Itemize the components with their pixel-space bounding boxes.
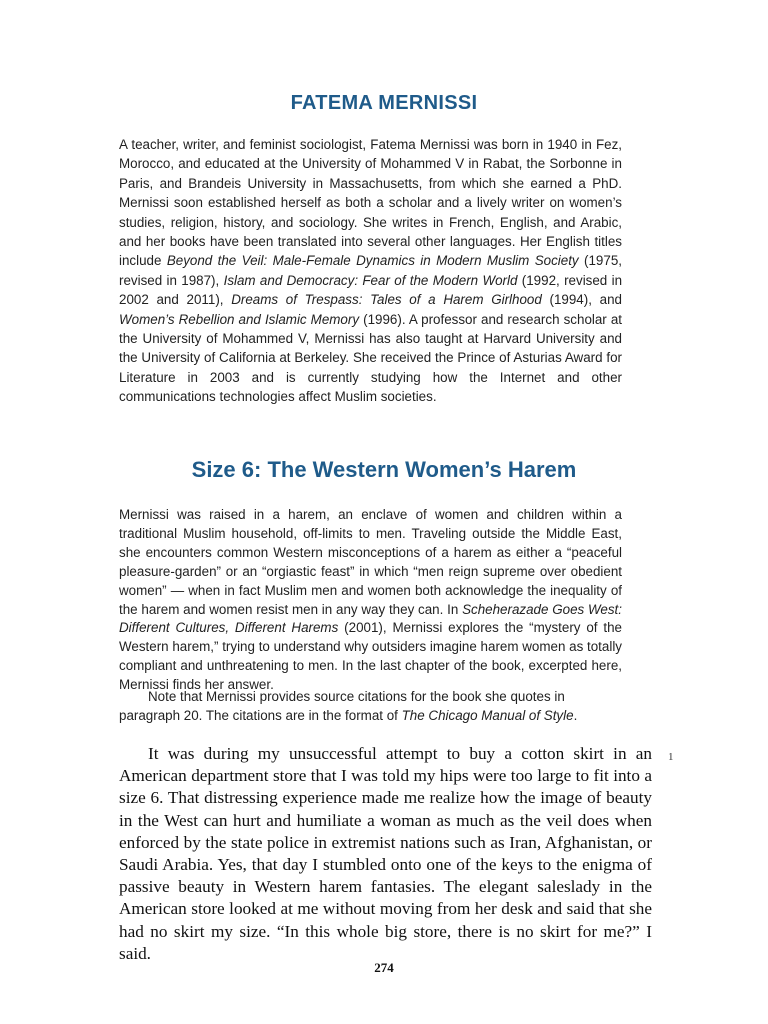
bio-text: (1996). A professor and research scholar at the University of Mohammed V, Mernissi has also taught at Harvard University and the University of California at Berkeley. She received the Prince of Asturias Award for Literature in 2003 and is currently studying how the Internet and other communications technologies affect Muslim societies. bbox=[119, 311, 623, 405]
bio-book-title: Beyond the Veil: Male-Female Dynamics in Modern Muslim Society bbox=[166, 253, 579, 269]
bio-text: (1994), and bbox=[541, 292, 622, 308]
author-heading: FATEMA MERNISSI bbox=[290, 92, 478, 114]
author-bio bbox=[119, 135, 622, 407]
headnote-text: Note that Mernissi provides source citations for the book she quotes in paragraph 20. The citations are in the format of bbox=[119, 689, 565, 723]
headnote-text: (2001), Mernissi explores the “mystery of the Western harem,” trying to understand why outsiders imagine harem women as totally compliant and unthreatening to men. In the last chapter of the book, excerpted here, Mernissi finds her answer. bbox=[119, 620, 623, 693]
headnote-note bbox=[119, 688, 622, 726]
essay-title: Size 6: The Western Women’s Harem bbox=[191, 457, 577, 482]
bio-book-title: Dreams of Trespass: Tales of a Harem Girlhood bbox=[231, 292, 542, 308]
headnote-paragraph bbox=[119, 506, 622, 695]
bio-text: (1975, revised in 1987), bbox=[119, 253, 622, 288]
paragraph-number: 1 bbox=[668, 751, 674, 763]
bio-text: A teacher, writer, and feminist sociologist, Fatema Mernissi was born in 1940 in Fez, Morocco, and educated at the University of Mohammed V in Rabat, the Sorbonne in Paris, and Brandeis University in Massachusetts, from which she earned a PhD. Mernissi soon established herself as both a scholar and a lively writer on women’s studies, religion, history, and sociology. She writes in French, English, and Arabic, and her books have been translated into several other languages. Her English titles include bbox=[119, 137, 622, 269]
headnote-text: . bbox=[573, 707, 578, 723]
essay-paragraph: It was during my unsuccessful attempt to buy a cotton skirt in an American department store that I was told my hips were too large to fit into a size 6. That distressing experience made me realize how the image of beauty in the West can hurt and humiliate a woman as much as the veil does when enforced by the state police in extremist nations such as Iran, Afghanistan, or Saudi Arabia. Yes, that day I stumbled onto one of the keys to the enigma of passive beauty in Western harem fantasies. The elegant saleslady in the American store looked at me without moving from her desk and said that she had no skirt my size. “In this whole big store, there is no skirt for me?” I said. bbox=[119, 744, 652, 963]
headnote-text: Mernissi was raised in a harem, an enclave of women and children within a traditional Muslim household, off-limits to men. Traveling outside the Middle East, she encounters common Western misconceptions of a harem as either a “peaceful pleasure-garden” or an “orgiastic feast” in which “men reign supreme over obedient women” — when in fact Muslim men and women both acknowledge the inequality of the harem and women resist men in any way they can. In bbox=[119, 507, 622, 617]
headnote-book-title: The Chicago Manual of Style bbox=[401, 707, 574, 723]
bio-text: (1992, revised in 2002 and 2011), bbox=[119, 272, 623, 308]
bio-book-title: Islam and Democracy: Fear of the Modern World bbox=[223, 272, 518, 288]
bio-book-title: Women’s Rebellion and Islamic Memory bbox=[119, 311, 360, 327]
headnote-book-title: Scheherazade Goes West: Different Cultures, Different Harems bbox=[119, 601, 622, 636]
page-number: 274 bbox=[374, 960, 394, 975]
